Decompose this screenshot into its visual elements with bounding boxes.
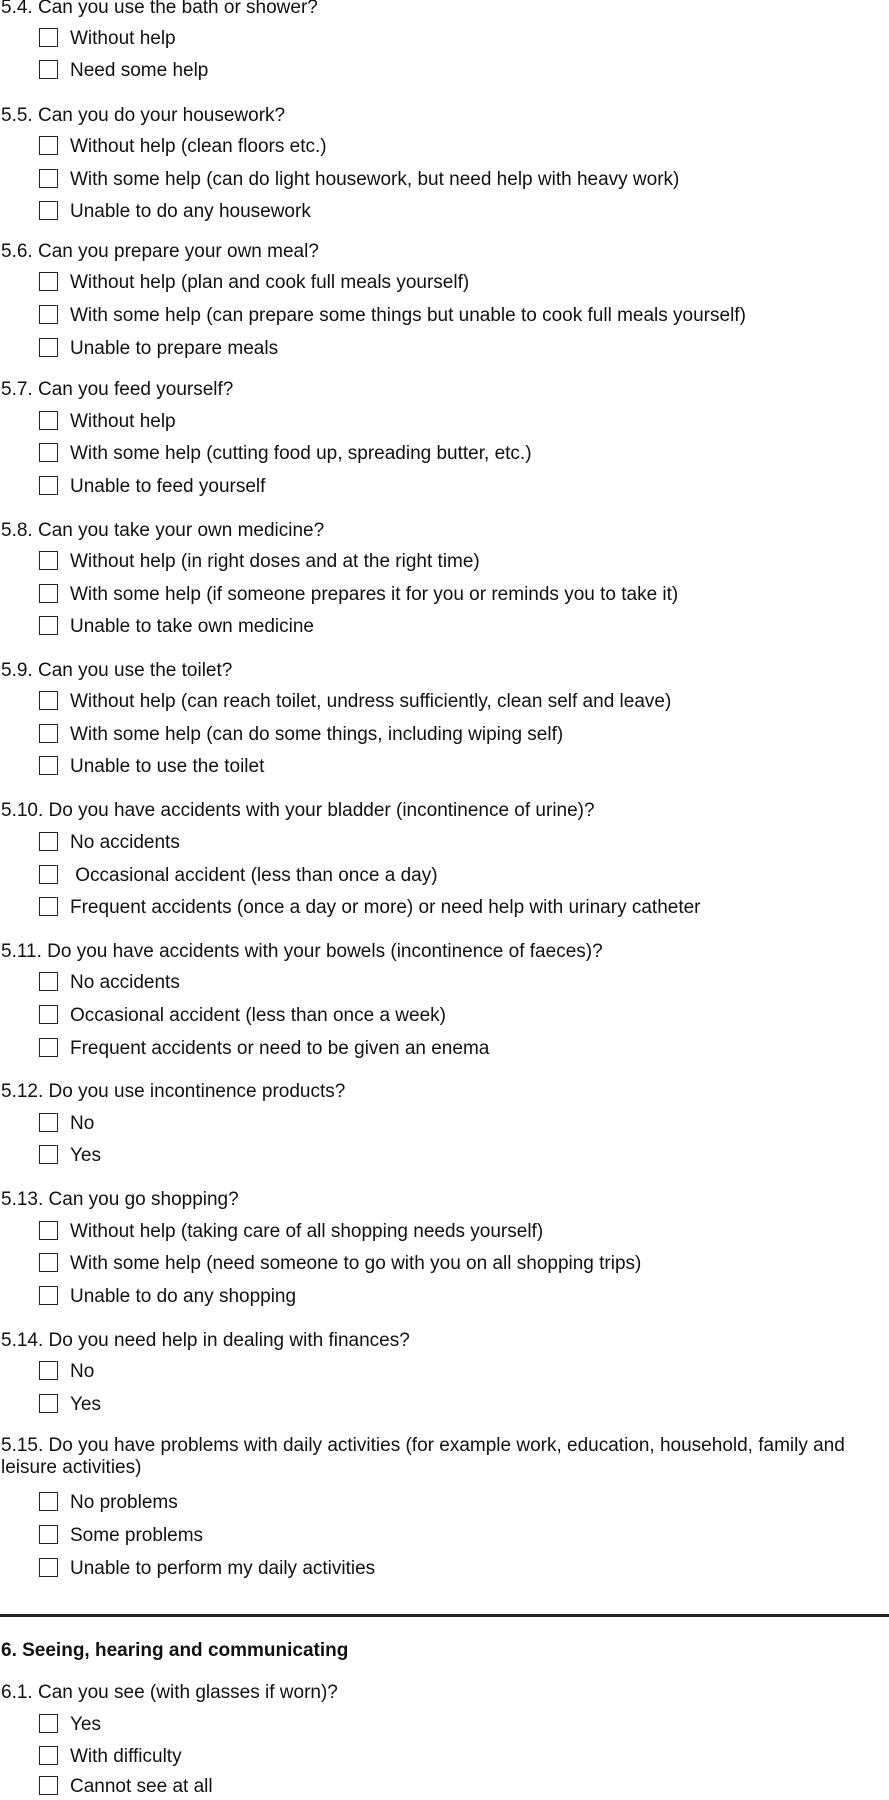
option-label: Without help	[70, 28, 176, 49]
option-label: Unable to prepare meals	[70, 338, 279, 359]
option-label: Some problems	[70, 1525, 204, 1546]
checkbox[interactable]	[39, 1221, 58, 1240]
option-label: No	[70, 1361, 95, 1382]
option-label: Occasional accident (less than once a week)	[70, 1005, 446, 1026]
checkbox[interactable]	[39, 476, 58, 495]
checkbox[interactable]	[39, 1113, 58, 1132]
option-label: With some help (can do light housework, but need help with heavy work)	[70, 169, 680, 190]
checkbox[interactable]	[39, 1776, 58, 1795]
checkbox[interactable]	[39, 1525, 58, 1544]
option-label: Need some help	[70, 60, 209, 81]
option-label: Unable to do any housework	[70, 201, 311, 222]
option-label: Without help (can reach toilet, undress sufficiently, clean self and leave)	[70, 691, 672, 712]
question-text: 6.1. Can you see (with glasses if worn)?	[1, 1682, 338, 1703]
checkbox[interactable]	[39, 1286, 58, 1305]
option-label: Occasional accident (less than once a day)	[70, 865, 438, 886]
checkbox[interactable]	[39, 584, 58, 603]
checkbox[interactable]	[39, 1145, 58, 1164]
checkbox[interactable]	[39, 616, 58, 635]
checkbox[interactable]	[39, 1714, 58, 1733]
option-label: Unable to perform my daily activities	[70, 1558, 376, 1579]
checkbox[interactable]	[39, 1005, 58, 1024]
checkbox[interactable]	[39, 756, 58, 775]
checkbox[interactable]	[39, 832, 58, 851]
checkbox[interactable]	[39, 305, 58, 324]
option-label: With some help (cutting food up, spreading butter, etc.)	[70, 443, 532, 464]
checkbox[interactable]	[39, 1038, 58, 1057]
option-label: Without help (in right doses and at the right time)	[70, 551, 480, 572]
checkbox[interactable]	[39, 1253, 58, 1272]
question-text: 5.4. Can you use the bath or shower?	[1, 0, 318, 18]
question-text: 5.10. Do you have accidents with your bladder (incontinence of urine)?	[1, 800, 595, 821]
checkbox[interactable]	[39, 865, 58, 884]
checkbox[interactable]	[39, 169, 58, 188]
option-label: No accidents	[70, 972, 180, 993]
option-label: Unable to use the toilet	[70, 756, 265, 777]
option-label: Without help (taking care of all shopping needs yourself)	[70, 1221, 544, 1242]
option-label: No	[70, 1113, 95, 1134]
question-text: 5.8. Can you take your own medicine?	[1, 520, 325, 541]
checkbox[interactable]	[39, 691, 58, 710]
checkbox[interactable]	[39, 1394, 58, 1413]
checkbox[interactable]	[39, 724, 58, 743]
question-text: 5.9. Can you use the toilet?	[1, 660, 233, 681]
question-text: 5.6. Can you prepare your own meal?	[1, 241, 319, 262]
checkbox[interactable]	[39, 443, 58, 462]
checkbox[interactable]	[39, 1492, 58, 1511]
checkbox[interactable]	[39, 1558, 58, 1577]
checkbox[interactable]	[39, 411, 58, 430]
option-label: Without help (plan and cook full meals yourself)	[70, 272, 470, 293]
option-label: No problems	[70, 1492, 178, 1513]
checkbox[interactable]	[39, 201, 58, 220]
option-label: Yes	[70, 1394, 101, 1415]
checkbox[interactable]	[39, 60, 58, 79]
option-label: Yes	[70, 1145, 101, 1166]
option-label: No accidents	[70, 832, 180, 853]
question-text: 5.5. Can you do your housework?	[1, 105, 286, 126]
option-label: With some help (can prepare some things but unable to cook full meals yourself)	[70, 305, 746, 326]
question-text: 5.12. Do you use incontinence products?	[1, 1081, 346, 1102]
question-text: 5.13. Can you go shopping?	[1, 1189, 239, 1210]
option-label: Unable to take own medicine	[70, 616, 314, 637]
option-label: With some help (need someone to go with you on all shopping trips)	[70, 1253, 642, 1274]
option-label: Cannot see at all	[70, 1776, 213, 1797]
option-label: Yes	[70, 1714, 101, 1735]
section-divider	[0, 1614, 889, 1617]
checkbox[interactable]	[39, 972, 58, 991]
checkbox[interactable]	[39, 338, 58, 357]
question-text: 5.7. Can you feed yourself?	[1, 379, 234, 400]
option-label: Unable to do any shopping	[70, 1286, 297, 1307]
question-text: 5.14. Do you need help in dealing with finances?	[1, 1330, 410, 1351]
question-text: 5.11. Do you have accidents with your bowels (incontinence of faeces)?	[1, 941, 603, 962]
checkbox[interactable]	[39, 28, 58, 47]
checkbox[interactable]	[39, 272, 58, 291]
option-label: Without help (clean floors etc.)	[70, 136, 327, 157]
checkbox[interactable]	[39, 551, 58, 570]
option-label: Without help	[70, 411, 176, 432]
section-title: 6. Seeing, hearing and communicating	[1, 1640, 349, 1661]
option-label: Frequent accidents or need to be given an enema	[70, 1038, 490, 1059]
checkbox[interactable]	[39, 897, 58, 916]
checkbox[interactable]	[39, 136, 58, 155]
checkbox[interactable]	[39, 1361, 58, 1380]
option-label: Unable to feed yourself	[70, 476, 266, 497]
option-label: With some help (if someone prepares it for you or reminds you to take it)	[70, 584, 679, 605]
checkbox[interactable]	[39, 1746, 58, 1765]
question-text: 5.15. Do you have problems with daily activities (for example work, education, household, family and leisure activities)	[1, 1435, 845, 1478]
option-label: With some help (can do some things, including wiping self)	[70, 724, 564, 745]
option-label: With difficulty	[70, 1746, 182, 1767]
option-label: Frequent accidents (once a day or more) or need help with urinary catheter	[70, 897, 701, 918]
